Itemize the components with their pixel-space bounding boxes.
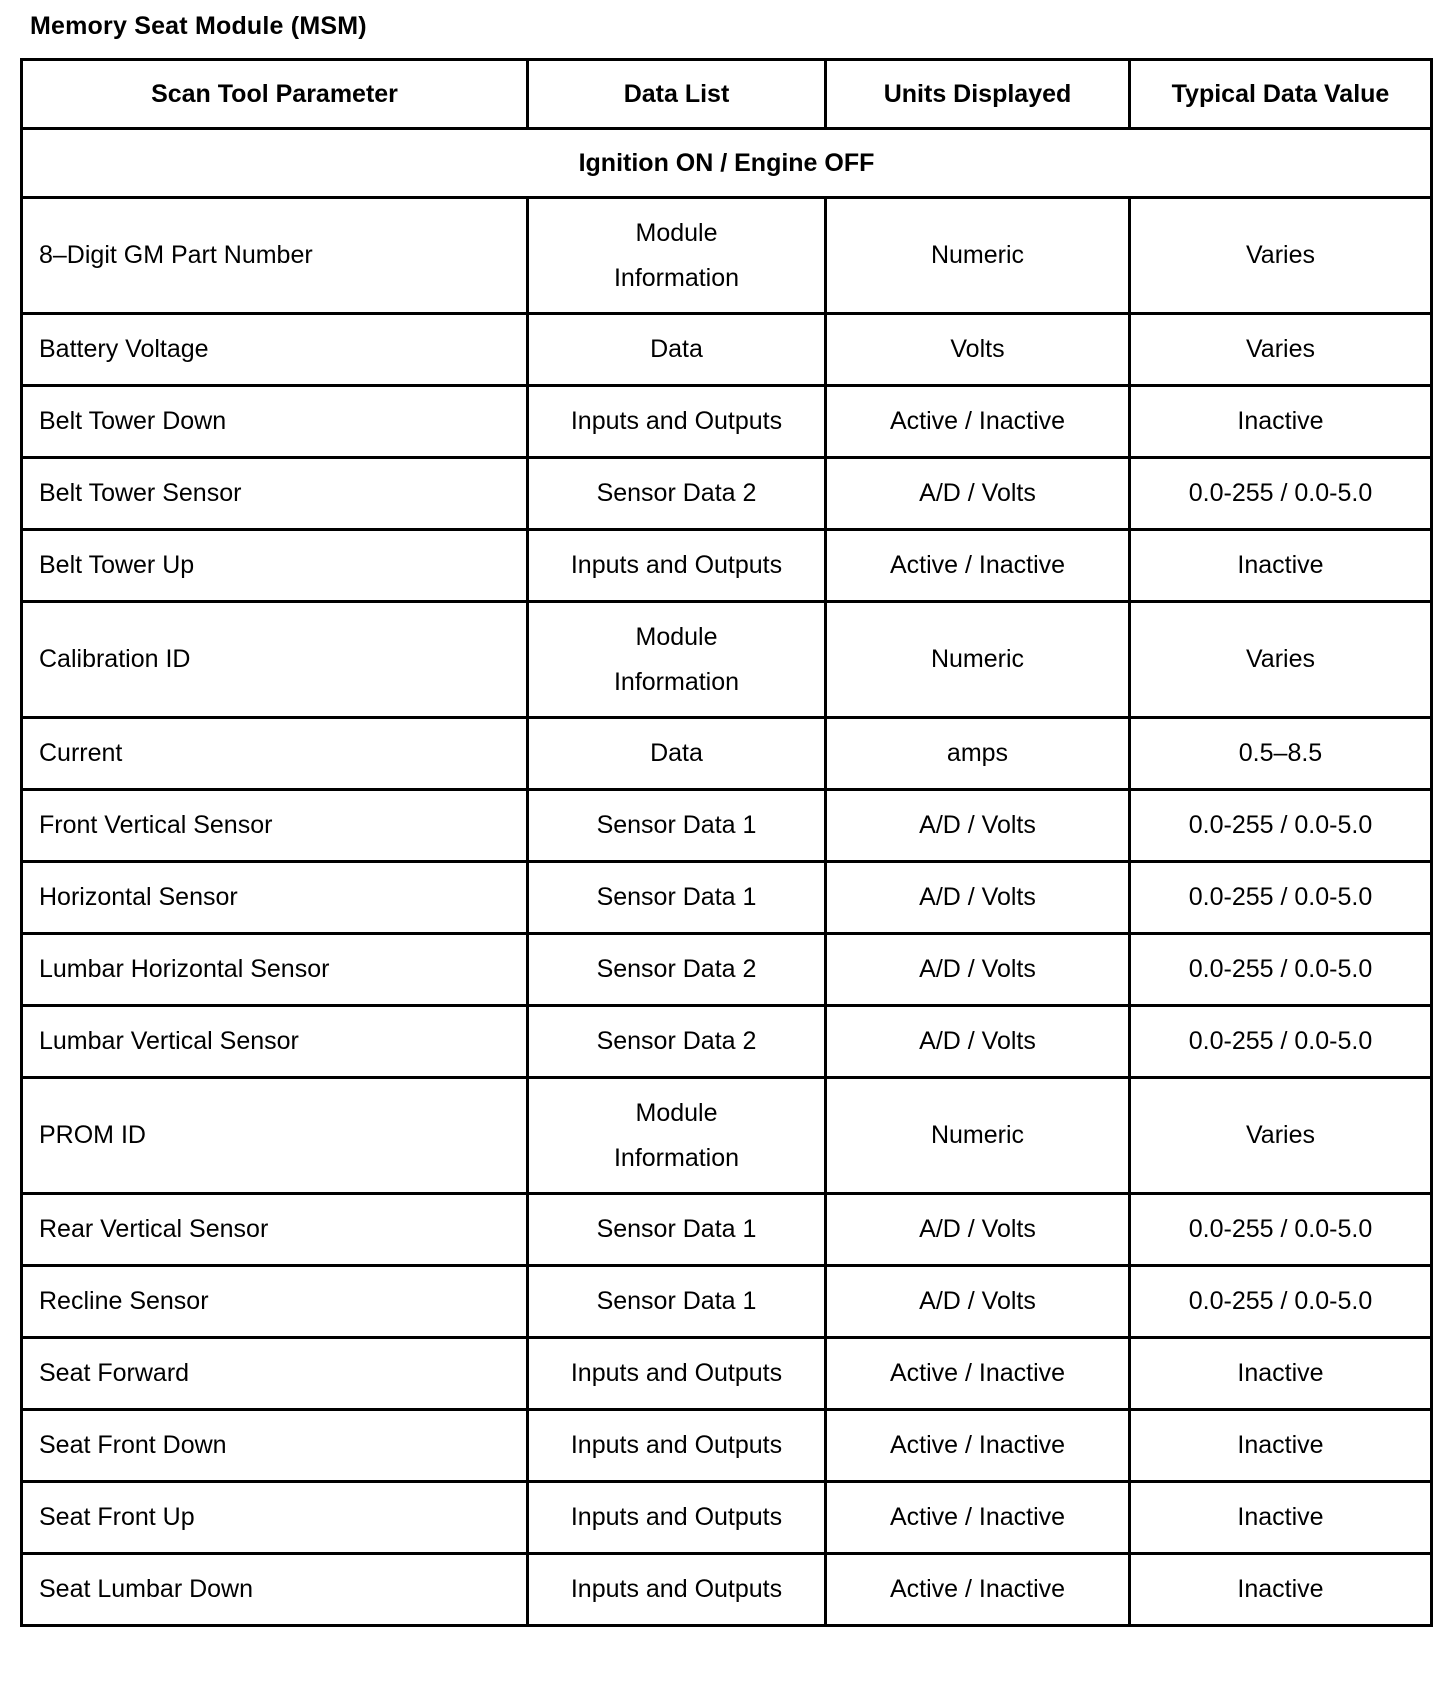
cell-units: Active / Inactive xyxy=(826,1554,1130,1626)
cell-parameter: Current xyxy=(22,718,528,790)
cell-data-list: Sensor Data 2 xyxy=(528,1006,826,1078)
cell-data-list: Sensor Data 1 xyxy=(528,790,826,862)
cell-data-list: Inputs and Outputs xyxy=(528,1410,826,1482)
cell-units: Active / Inactive xyxy=(826,1482,1130,1554)
cell-data-list: Module Information xyxy=(528,1078,826,1194)
cell-typical-value: 0.0-255 / 0.0-5.0 xyxy=(1130,862,1432,934)
cell-units: Active / Inactive xyxy=(826,386,1130,458)
cell-typical-value: Inactive xyxy=(1130,1338,1432,1410)
section-row xyxy=(22,129,1432,198)
cell-units: Volts xyxy=(826,314,1130,386)
table-row xyxy=(22,1482,1432,1554)
table-row xyxy=(22,1266,1432,1338)
cell-parameter: 8–Digit GM Part Number xyxy=(22,198,528,314)
table-body xyxy=(22,129,1432,1626)
header-units-displayed: Units Displayed xyxy=(826,60,1130,129)
cell-data-list: Sensor Data 1 xyxy=(528,1266,826,1338)
table-row xyxy=(22,1410,1432,1482)
cell-parameter: Battery Voltage xyxy=(22,314,528,386)
cell-units: A/D / Volts xyxy=(826,790,1130,862)
cell-parameter: Seat Front Down xyxy=(22,1410,528,1482)
cell-parameter: Seat Front Up xyxy=(22,1482,528,1554)
cell-parameter: Lumbar Vertical Sensor xyxy=(22,1006,528,1078)
cell-typical-value: 0.0-255 / 0.0-5.0 xyxy=(1130,1194,1432,1266)
table-row xyxy=(22,198,1432,314)
table-row xyxy=(22,790,1432,862)
cell-units: Active / Inactive xyxy=(826,1410,1130,1482)
table-row xyxy=(22,314,1432,386)
cell-parameter: Seat Lumbar Down xyxy=(22,1554,528,1626)
cell-parameter: Lumbar Horizontal Sensor xyxy=(22,934,528,1006)
table-row xyxy=(22,1194,1432,1266)
cell-typical-value: 0.0-255 / 0.0-5.0 xyxy=(1130,1006,1432,1078)
cell-data-list: Inputs and Outputs xyxy=(528,1554,826,1626)
cell-units: A/D / Volts xyxy=(826,1006,1130,1078)
cell-parameter: Front Vertical Sensor xyxy=(22,790,528,862)
cell-typical-value: Varies xyxy=(1130,314,1432,386)
cell-typical-value: Varies xyxy=(1130,1078,1432,1194)
cell-typical-value: 0.0-255 / 0.0-5.0 xyxy=(1130,790,1432,862)
cell-typical-value: Varies xyxy=(1130,602,1432,718)
header-typical-data-value: Typical Data Value xyxy=(1130,60,1432,129)
cell-units: Numeric xyxy=(826,198,1130,314)
cell-data-list: Sensor Data 2 xyxy=(528,934,826,1006)
cell-units: Active / Inactive xyxy=(826,530,1130,602)
cell-typical-value: 0.0-255 / 0.0-5.0 xyxy=(1130,934,1432,1006)
cell-typical-value: Inactive xyxy=(1130,1410,1432,1482)
table-row xyxy=(22,530,1432,602)
header-data-list: Data List xyxy=(528,60,826,129)
cell-parameter: Belt Tower Down xyxy=(22,386,528,458)
cell-parameter: Belt Tower Sensor xyxy=(22,458,528,530)
cell-parameter: Rear Vertical Sensor xyxy=(22,1194,528,1266)
table-row xyxy=(22,1006,1432,1078)
cell-data-list: Inputs and Outputs xyxy=(528,1482,826,1554)
table-row xyxy=(22,862,1432,934)
cell-data-list: Data xyxy=(528,718,826,790)
cell-parameter: Seat Forward xyxy=(22,1338,528,1410)
cell-units: Active / Inactive xyxy=(826,1338,1130,1410)
table-row xyxy=(22,602,1432,718)
cell-data-list: Inputs and Outputs xyxy=(528,530,826,602)
cell-typical-value: 0.0-255 / 0.0-5.0 xyxy=(1130,1266,1432,1338)
cell-units: amps xyxy=(826,718,1130,790)
cell-parameter: Recline Sensor xyxy=(22,1266,528,1338)
cell-typical-value: Inactive xyxy=(1130,530,1432,602)
cell-units: A/D / Volts xyxy=(826,862,1130,934)
cell-units: A/D / Volts xyxy=(826,458,1130,530)
table-row xyxy=(22,718,1432,790)
table-row xyxy=(22,1338,1432,1410)
cell-typical-value: Varies xyxy=(1130,198,1432,314)
cell-data-list: Sensor Data 1 xyxy=(528,1194,826,1266)
table-row xyxy=(22,1078,1432,1194)
table-row xyxy=(22,458,1432,530)
cell-data-list: Inputs and Outputs xyxy=(528,1338,826,1410)
cell-units: A/D / Volts xyxy=(826,934,1130,1006)
table-row xyxy=(22,386,1432,458)
cell-typical-value: Inactive xyxy=(1130,1554,1432,1626)
cell-parameter: Belt Tower Up xyxy=(22,530,528,602)
cell-units: A/D / Volts xyxy=(826,1194,1130,1266)
cell-units: Numeric xyxy=(826,1078,1130,1194)
cell-units: A/D / Volts xyxy=(826,1266,1130,1338)
cell-parameter: Calibration ID xyxy=(22,602,528,718)
section-heading: Ignition ON / Engine OFF xyxy=(22,129,1432,198)
table-row xyxy=(22,934,1432,1006)
cell-data-list: Sensor Data 2 xyxy=(528,458,826,530)
scan-tool-data-table xyxy=(20,58,1433,1627)
table-row xyxy=(22,1554,1432,1626)
cell-data-list: Data xyxy=(528,314,826,386)
cell-typical-value: 0.0-255 / 0.0-5.0 xyxy=(1130,458,1432,530)
cell-typical-value: Inactive xyxy=(1130,1482,1432,1554)
cell-data-list: Inputs and Outputs xyxy=(528,386,826,458)
table-header-row xyxy=(22,60,1432,129)
header-scan-tool-parameter: Scan Tool Parameter xyxy=(22,60,528,129)
cell-units: Numeric xyxy=(826,602,1130,718)
cell-data-list: Module Information xyxy=(528,602,826,718)
cell-parameter: PROM ID xyxy=(22,1078,528,1194)
cell-data-list: Module Information xyxy=(528,198,826,314)
document-title: Memory Seat Module (MSM) xyxy=(30,12,367,40)
cell-parameter: Horizontal Sensor xyxy=(22,862,528,934)
cell-typical-value: 0.5–8.5 xyxy=(1130,718,1432,790)
cell-data-list: Sensor Data 1 xyxy=(528,862,826,934)
cell-typical-value: Inactive xyxy=(1130,386,1432,458)
